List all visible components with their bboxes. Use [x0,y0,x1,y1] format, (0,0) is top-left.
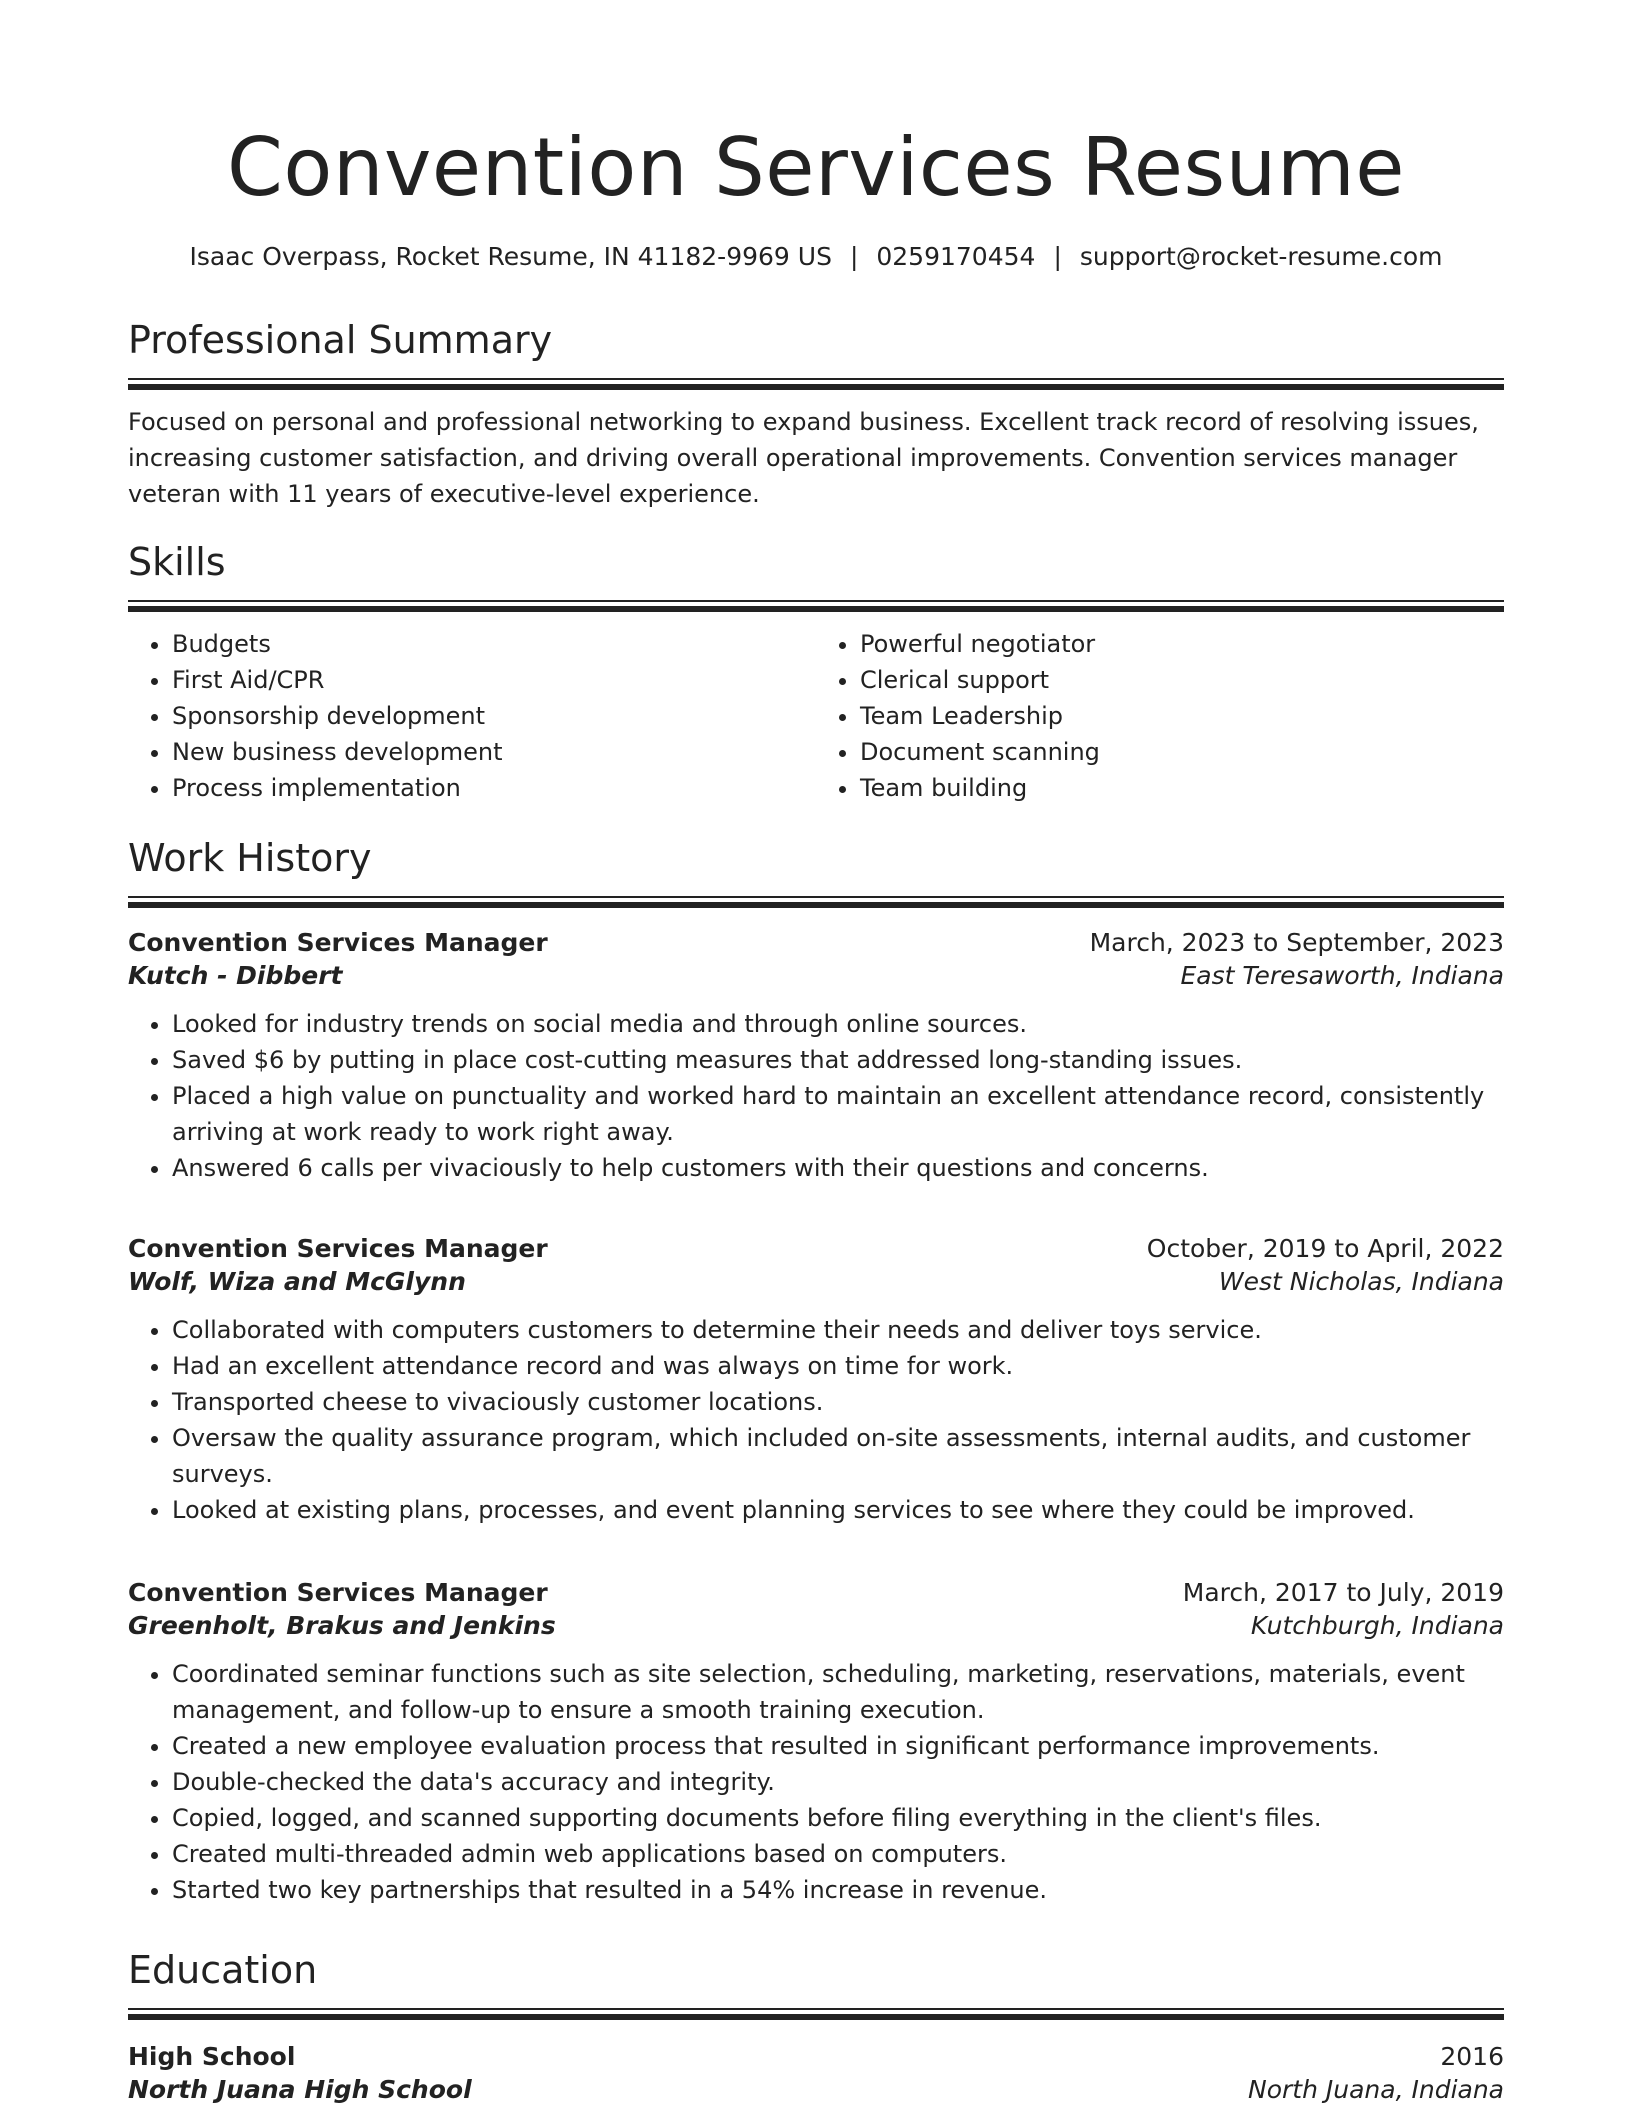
job-header [128,1578,1504,1607]
skills-column-right [816,626,1504,806]
section-title-education: Education [128,1948,318,1992]
skill-item: • Powerful negotiator [860,626,1504,662]
job-title: Convention Services Manager [128,928,548,957]
contact-email: support@rocket-resume.com [1079,242,1443,271]
work-history-section [128,836,1504,908]
contact-line [128,242,1504,271]
job-title: Convention Services Manager [128,1578,548,1607]
job-location: East Teresaworth, Indiana [1180,961,1504,990]
education-year: 2016 [1440,2041,1504,2071]
job-bullets [128,1312,1504,1528]
section-divider [128,2008,1504,2020]
job-bullet: • Answered 6 calls per vivaciously to help customers with their questions and concerns. [172,1150,1504,1186]
job-bullet: • Oversaw the quality assurance program, which included on-site assessments, internal audits, and customer surveys. [172,1420,1504,1492]
job-subheader [128,961,1504,990]
skill-item: • Team Leadership [860,698,1504,734]
education-subheader [128,2075,1504,2104]
job-dates: October, 2019 to April, 2022 [1146,1234,1504,1263]
job-company: Wolf, Wiza and McGlynn [128,1267,466,1296]
job-location: West Nicholas, Indiana [1218,1267,1504,1296]
section-title-work-history: Work History [128,836,372,880]
job-header [128,1234,1504,1263]
job-subheader [128,1611,1504,1640]
education-degree: High School [128,2041,296,2071]
resume-page [128,0,1504,2104]
job-bullets [128,1656,1504,1908]
education-header [128,2042,1504,2071]
job-entry [128,928,1504,1186]
job-bullet: • Copied, logged, and scanned supporting documents before filing everything in the client's files. [172,1800,1504,1836]
skill-item: • Document scanning [860,734,1504,770]
section-divider [128,600,1504,612]
job-bullet: • Looked for industry trends on social media and through online sources. [172,1006,1504,1042]
job-bullet: • Started two key partnerships that resulted in a 54% increase in revenue. [172,1872,1504,1908]
skill-item: • Clerical support [860,662,1504,698]
contact-separator: | [1053,242,1062,271]
skill-item: • Sponsorship development [172,698,816,734]
job-bullet: • Looked at existing plans, processes, and event planning services to see where they could be improved. [172,1492,1504,1528]
job-bullet: • Double-checked the data's accuracy and integrity. [172,1764,1504,1800]
education-section [128,1948,1504,2104]
job-company: Kutch - Dibbert [128,961,343,990]
section-title-summary: Professional Summary [128,318,553,362]
job-location: Kutchburgh, Indiana [1250,1611,1504,1640]
education-school: North Juana High School [128,2074,472,2104]
contact-separator: | [849,242,859,271]
job-entry [128,1234,1504,1528]
resume-title: Convention Services Resume [227,121,1405,214]
job-bullet: • Saved $6 by putting in place cost-cutting measures that addressed long-standing issues. [172,1042,1504,1078]
job-header [128,928,1504,957]
job-bullets [128,1006,1504,1186]
skills-list [128,626,1504,806]
education-location: North Juana, Indiana [1248,2074,1504,2104]
job-title: Convention Services Manager [128,1234,548,1263]
job-bullet: • Created a new employee evaluation process that resulted in significant performance improvements. [172,1728,1504,1764]
section-title-skills: Skills [128,540,226,584]
job-bullet: • Coordinated seminar functions such as site selection, scheduling, marketing, reservations, materials, event management, and follow-up to ensure a smooth training execution. [172,1656,1504,1728]
job-dates: March, 2023 to September, 2023 [1089,928,1504,957]
skill-item: • New business development [172,734,816,770]
job-bullet: • Transported cheese to vivaciously customer locations. [172,1384,1504,1420]
skills-column-left [128,626,816,806]
job-bullet: • Placed a high value on punctuality and worked hard to maintain an excellent attendance record, consistently arriving at work ready to work right away. [172,1078,1504,1150]
skills-section [128,540,1504,806]
job-bullet: • Collaborated with computers customers to determine their needs and deliver toys service. [172,1312,1504,1348]
job-entry [128,1578,1504,1908]
job-bullet: • Created multi-threaded admin web applications based on computers. [172,1836,1504,1872]
skill-item: • Process implementation [172,770,816,806]
skill-item: • Budgets [172,626,816,662]
summary-text: Focused on personal and professional networking to expand business. Excellent track record of resolving issues, increasing customer satisfaction, and driving overall operational improvements. Convention services manager veteran with 11 years of executive-level experience. [128,407,1479,508]
section-divider [128,896,1504,908]
contact-phone: 0259170454 [876,242,1036,271]
skill-item: • First Aid/CPR [172,662,816,698]
skill-item: • Team building [860,770,1504,806]
section-divider [128,378,1504,390]
job-dates: March, 2017 to July, 2019 [1182,1578,1504,1607]
job-subheader [128,1267,1504,1296]
job-bullet: • Had an excellent attendance record and was always on time for work. [172,1348,1504,1384]
contact-address: Isaac Overpass, Rocket Resume, IN 41182-9969 US [189,242,832,271]
job-company: Greenholt, Brakus and Jenkins [128,1611,556,1640]
summary-section [128,318,1504,512]
